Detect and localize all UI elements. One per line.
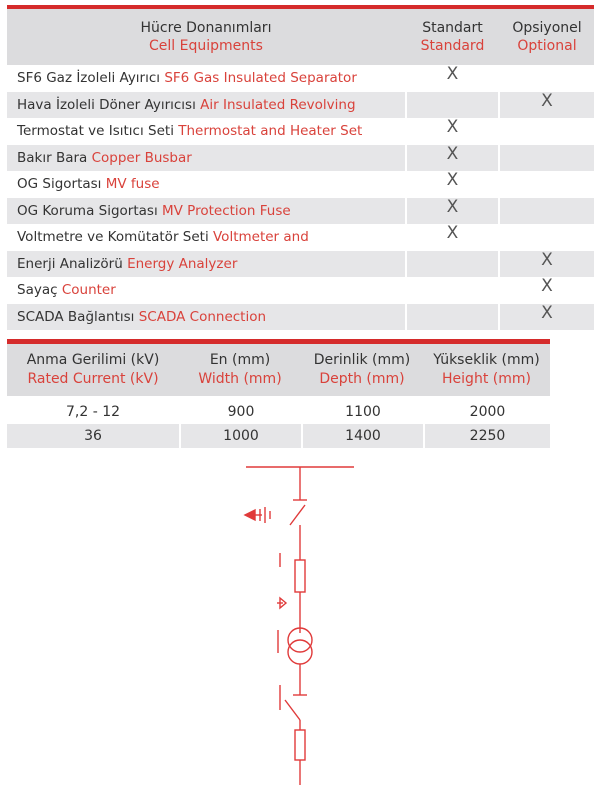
standard-mark: X bbox=[446, 170, 459, 191]
load-break-switch-symbol bbox=[280, 685, 300, 730]
optional-mark: X bbox=[541, 302, 553, 323]
header-cell-equipment: Hücre Donanımları Cell Equipments bbox=[140, 20, 272, 54]
header-cell-standard: Standart Standard bbox=[420, 20, 485, 54]
table-row: 7,2 - 12 900 1100 2000 bbox=[7, 400, 550, 424]
voltage-transformer-symbol bbox=[288, 628, 312, 695]
table-row: SCADA Bağlantısı SCADA Connection X bbox=[7, 304, 594, 331]
equipment-table bbox=[7, 5, 594, 330]
table-row: Voltmetre ve Komütatör Seti Voltmeter and X bbox=[7, 224, 594, 251]
indicator-symbol bbox=[277, 598, 286, 608]
table-row: 36 1000 1400 2250 bbox=[7, 424, 550, 448]
table-row: Termostat ve Isıtıcı Seti Thermostat and Heater Set X bbox=[7, 118, 594, 145]
fuse-symbol bbox=[295, 540, 305, 633]
table-row: SF6 Gaz İzoleli Ayırıcı SF6 Gas Insulated Separator X bbox=[7, 65, 594, 92]
standard-mark: X bbox=[446, 196, 459, 217]
table-row: Sayaç Counter X bbox=[7, 277, 594, 304]
optional-mark: X bbox=[541, 276, 553, 297]
table-row: Enerji Analizörü Energy Analyzer X bbox=[7, 251, 594, 278]
header-cell-rated: Anma Gerilimi (kV) Rated Current (kV) bbox=[26, 352, 160, 387]
optional-mark: X bbox=[541, 249, 553, 270]
optional-mark: X bbox=[541, 90, 553, 111]
equipment-table-header bbox=[7, 9, 594, 65]
header-cell-height: Yükseklik (mm) Height (mm) bbox=[433, 352, 540, 387]
single-line-diagram bbox=[230, 455, 370, 790]
table-row: Bakır Bara Copper Busbar X bbox=[7, 145, 594, 172]
header-cell-width: En (mm) Width (mm) bbox=[198, 352, 282, 387]
table-row: Hava İzoleli Döner Ayırıcısı Air Insulated Revolving X bbox=[7, 92, 594, 119]
dimensions-table-header bbox=[7, 344, 550, 396]
standard-mark: X bbox=[446, 64, 459, 85]
protection-fuse-symbol bbox=[295, 730, 305, 785]
table-row: OG Sigortası MV fuse X bbox=[7, 171, 594, 198]
header-cell-optional: Opsiyonel Optional bbox=[512, 20, 582, 54]
dimensions-table bbox=[7, 339, 550, 448]
standard-mark: X bbox=[446, 143, 459, 164]
standard-mark: X bbox=[446, 223, 459, 244]
switch-disconnector-symbol bbox=[290, 467, 307, 540]
header-cell-depth: Derinlik (mm) Depth (mm) bbox=[313, 352, 411, 387]
standard-mark: X bbox=[446, 117, 459, 138]
table-row: OG Koruma Sigortası MV Protection Fuse X bbox=[7, 198, 594, 225]
earthing-switch-symbol bbox=[245, 507, 270, 523]
